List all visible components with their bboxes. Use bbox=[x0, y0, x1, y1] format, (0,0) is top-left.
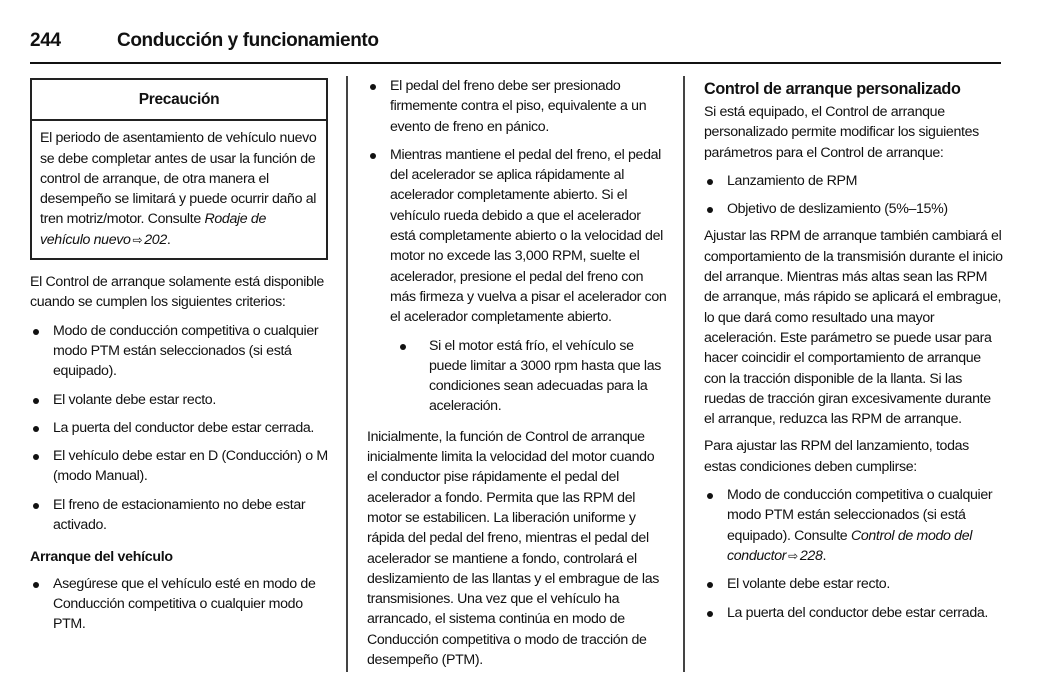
column-2 bbox=[367, 76, 667, 670]
caution-text: El periodo de asentamiento de vehículo nuevo se debe completar antes de usar la función de control de arranque, de otra manera el desempeño se limitará y puede ocurrir daño al tren motriz/motor. Consulte bbox=[40, 130, 317, 228]
list-item: La puerta del conductor debe estar cerrada. bbox=[704, 603, 1004, 623]
list-item: Objetivo de deslizamiento (5%–15%) bbox=[704, 199, 1004, 219]
list-item: El pedal del freno debe ser presionado firmemente contra el piso, equivalente a un evento de freno en pánico. bbox=[367, 76, 667, 137]
column-divider bbox=[346, 76, 348, 672]
start-steps-list bbox=[30, 574, 330, 635]
intro-paragraph: El Control de arranque solamente está disponible cuando se cumplen los siguientes criterios: bbox=[30, 274, 324, 311]
launch-paragraph: Inicialmente, la función de Control de arranque inicialmente limita la velocidad del motor cuando el conductor pise rápidamente el pedal del acelerador a fondo. Permita que las RPM del motor se estabilicen. La liberación uniforme y rápida del pedal del freno, mientras el pedal del acelerador se mantiene a fondo, controlará el deslizamiento de las llantas y el embrague de las transmisiones. Una vez que el vehículo ha arrancado, el sistema continúa en modo de Conducción competitiva o modo de tracción de desempeño (PTM). bbox=[367, 428, 659, 669]
criteria-list bbox=[30, 321, 330, 536]
section-subheading: Arranque del vehículo bbox=[30, 549, 173, 566]
caution-box bbox=[30, 78, 328, 260]
list-item: La puerta del conductor debe estar cerrada. bbox=[30, 418, 330, 438]
column-1 bbox=[30, 76, 330, 635]
caution-title: Precaución bbox=[32, 80, 326, 121]
arrow-right-outline-icon: ⇨ bbox=[132, 232, 143, 247]
list-item bbox=[704, 485, 1004, 566]
reference-page: 202 bbox=[144, 231, 167, 248]
intro-paragraph: Si está equipado, el Control de arranque personalizado permite modificar los siguientes parámetros para el Control de arranque: bbox=[704, 104, 979, 161]
list-item: Mientras mantiene el pedal del freno, el pedal del acelerador se aplica rápidamente al acelerador completamente abierto. Si el vehículo rueda debido a que el acelerador está completamente abierto o la velocidad del motor no excede las 3,000 RPM, suelte el acelerador, presione el pedal del freno con más firmeza y vuelva a pisar el acelerador con el acelerador completamente abierto. bbox=[367, 145, 667, 328]
page-header bbox=[30, 30, 1000, 58]
list-item: Modo de conducción competitiva o cualquier modo PTM están seleccionados (si está equipado). bbox=[30, 321, 330, 382]
list-item: Asegúrese que el vehículo esté en modo de Conducción competitiva o cualquier modo PTM. bbox=[30, 574, 330, 635]
conditions-intro: Para ajustar las RPM del lanzamiento, todas estas condiciones deben cumplirse: bbox=[704, 438, 969, 475]
list-item: Lanzamiento de RPM bbox=[704, 171, 1004, 191]
column-3 bbox=[704, 76, 1004, 623]
section-heading: Control de arranque personalizado bbox=[704, 80, 961, 98]
chapter-title: Conducción y funcionamiento bbox=[117, 30, 379, 51]
list-item: El vehículo debe estar en D (Conducción) o M (modo Manual). bbox=[30, 446, 330, 487]
sub-list-item: Si el motor está frío, el vehículo se puede limitar a 3000 rpm hasta que las condiciones sean adecuadas para la aceleración. bbox=[367, 336, 667, 417]
list-item: El freno de estacionamiento no debe estar activado. bbox=[30, 495, 330, 536]
column-divider bbox=[683, 76, 685, 672]
steps-list bbox=[367, 76, 667, 417]
reference-text: Control de modo del conductor bbox=[727, 527, 973, 564]
list-item: El volante debe estar recto. bbox=[30, 390, 330, 410]
punctuation: . bbox=[822, 547, 827, 564]
page-number: 244 bbox=[30, 30, 61, 51]
caution-body bbox=[32, 121, 326, 258]
punctuation: . bbox=[166, 231, 171, 248]
arrow-right-outline-icon: ⇨ bbox=[788, 548, 798, 563]
conditions-list bbox=[704, 485, 1004, 623]
condition-text: Modo de conducción competitiva o cualquier modo PTM están seleccionados (si está equipado). Consulte bbox=[727, 487, 993, 544]
rpm-paragraph: Ajustar las RPM de arranque también cambiará el comportamiento de la transmisión durante el inicio del arranque. Mientras más altas sean las RPM de arranque, más rápido se aplicará el embrague, lo que dará como resultado una mayor aceleración. Este parámetro se puede usar para hacer coincidir el comportamiento de arranque con la tracción disponible de la llanta. Si las ruedas de tracción giran excesivamente durante el arranque, reduzca las RPM de arranque. bbox=[704, 228, 1003, 428]
params-list bbox=[704, 171, 1004, 220]
list-item: El volante debe estar recto. bbox=[704, 574, 1004, 594]
reference-page: 228 bbox=[799, 547, 823, 564]
header-rule bbox=[30, 62, 1001, 64]
reference-text: Rodaje de vehículo nuevo bbox=[40, 211, 267, 248]
